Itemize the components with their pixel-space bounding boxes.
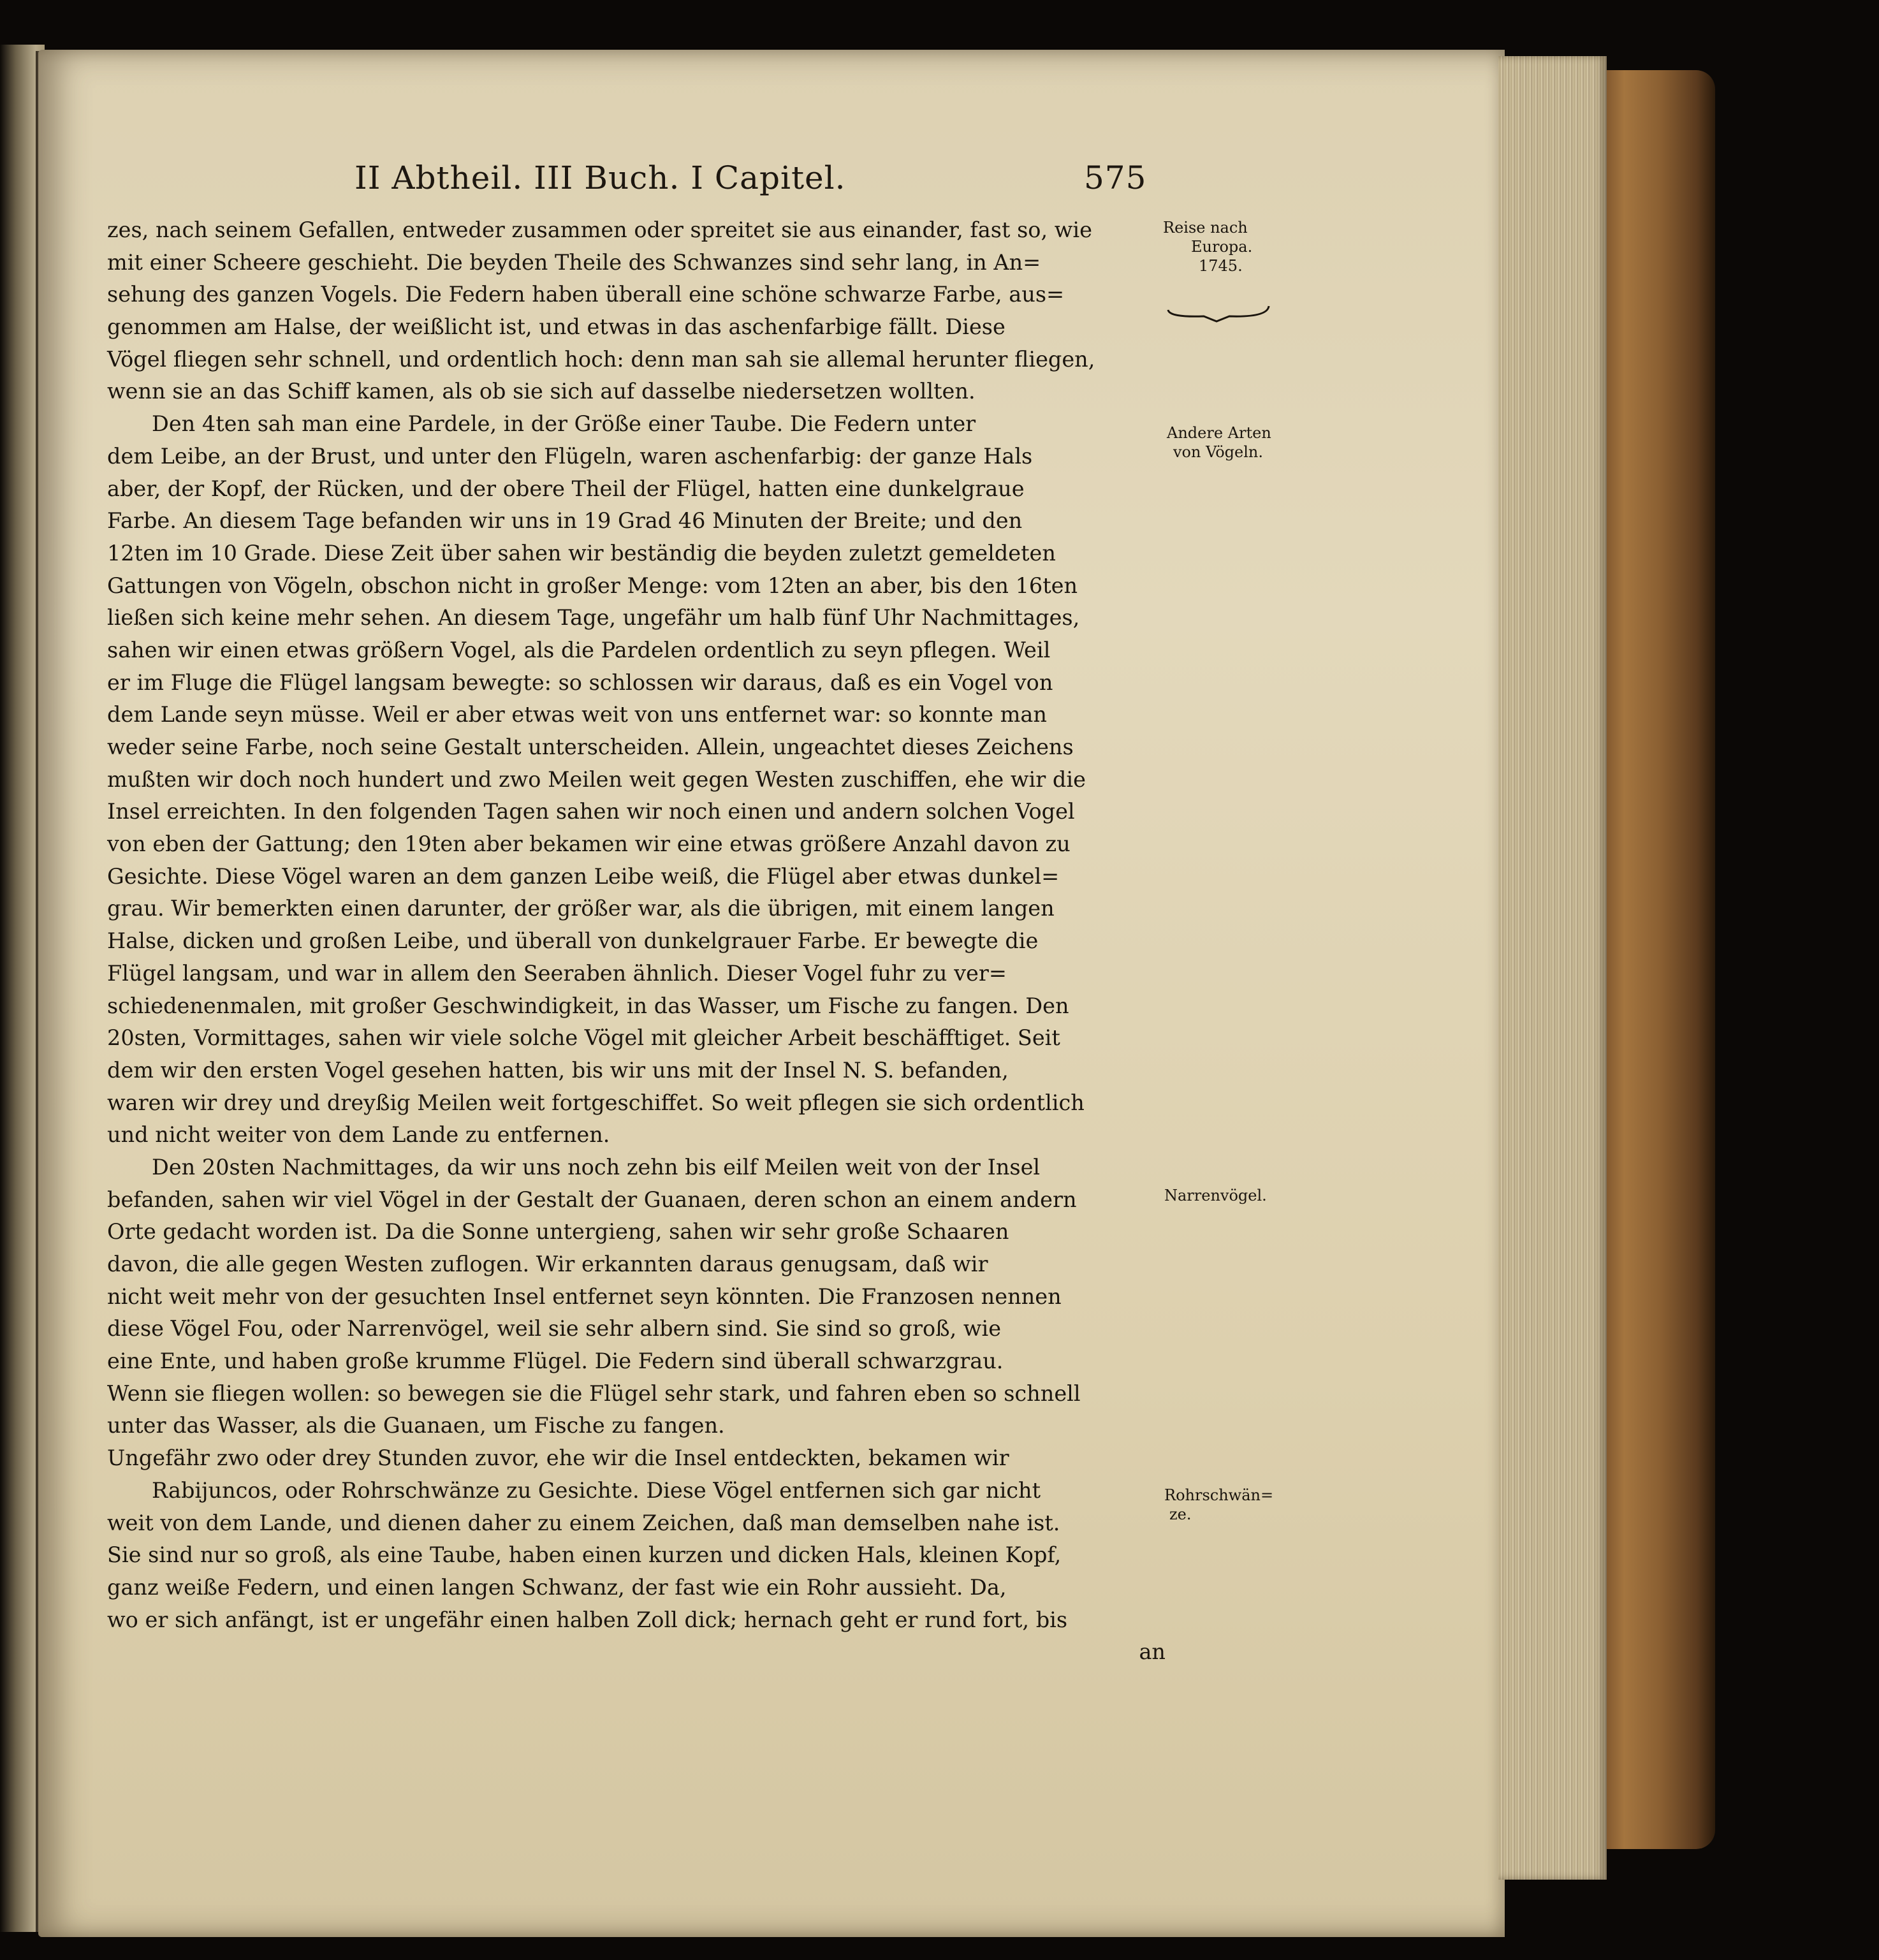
text-line: befanden, sahen wir viel Vögel in der Gestalt der Guanaen, deren schon an einem andern [107,1187,1077,1212]
page-header [0,159,1879,210]
text-line: Sie sind nur so groß, als eine Taube, haben einen kurzen und dicken Hals, kleinen Kopf, [107,1542,1062,1568]
text-line: Insel erreichten. In den folgenden Tagen sahen wir noch einen und andern solchen Vogel [107,799,1075,824]
margin-note-line: ze. [1169,1505,1192,1523]
margin-note-line: Reise nach [1163,219,1248,237]
text-line: 20sten, Vormittages, sahen wir viele solche Vögel mit gleicher Arbeit beschäfftiget. Seit [107,1025,1060,1051]
text-line: Halse, dicken und großen Leibe, und überall von dunkelgrauer Farbe. Er bewegte die [107,928,1039,954]
text-line: Gattungen von Vögeln, obschon nicht in großer Menge: vom 12ten an aber, bis den 16ten [107,573,1078,598]
text-line: Farbe. An diesem Tage befanden wir uns in 19 Grad 46 Minuten der Breite; und den [107,508,1023,534]
leather-binding [1594,70,1715,1849]
text-line: genommen am Halse, der weißlicht ist, und etwas in das aschenfarbige fällt. Diese [107,314,1005,340]
page-number: 575 [1084,159,1147,196]
text-line: Rabijuncos, oder Rohrschwänze zu Gesichte. Diese Vögel entfernen sich gar nicht [152,1477,1041,1503]
text-line: mit einer Scheere geschieht. Die beyden Theile des Schwanzes sind sehr lang, in An= [107,249,1041,275]
text-line: dem wir den ersten Vogel gesehen hatten, bis wir uns mit der Insel N. S. befanden, [107,1057,1009,1083]
text-line: sehung des ganzen Vogels. Die Federn haben überall eine schöne schwarze Farbe, aus= [107,282,1065,307]
margin-note-line: 1745. [1199,257,1243,275]
text-line: zes, nach seinem Gefallen, entweder zusammen oder spreitet sie aus einander, fast so, wie [107,217,1092,242]
margin-note-line: Narrenvögel. [1164,1187,1267,1204]
text-line: von eben der Gattung; den 19ten aber bekamen wir eine etwas größere Anzahl davon zu [107,831,1071,857]
text-line: weit von dem Lande, und dienen daher zu einem Zeichen, daß man demselben nahe ist. [107,1510,1060,1535]
margin-note-rohrschwaenze [1164,1486,1273,1524]
margin-note-reise [1163,218,1252,275]
text-line: unter das Wasser, als die Guanaen, um Fische zu fangen. [107,1413,725,1438]
text-line: Den 20sten Nachmittages, da wir uns noch zehn bis eilf Meilen weit von der Insel [152,1154,1041,1180]
text-line: aber, der Kopf, der Rücken, und der obere Theil der Flügel, hatten eine dunkelgraue [107,476,1025,501]
text-line: diese Vögel Fou, oder Narrenvögel, weil sie sehr albern sind. Sie sind so groß, wie [107,1316,1002,1342]
text-line: mußten wir doch noch hundert und zwo Meilen weit gegen Westen zuschiffen, ehe wir die [107,766,1086,792]
text-line: Wenn sie fliegen wollen: so bewegen sie die Flügel sehr stark, und fahren eben so schnell [107,1380,1081,1406]
margin-note-andere-arten [1167,423,1271,462]
text-line: eine Ente, und haben große krumme Flügel. Die Federn sind überall schwarzgrau. [107,1349,1004,1374]
margin-note-line: von Vögeln. [1173,443,1263,461]
text-line: Den 4ten sah man eine Pardele, in der Größe einer Taube. Die Federn unter [152,411,976,437]
text-line: nicht weit mehr von der gesuchten Insel entfernet seyn könnten. Die Franzosen nennen [107,1284,1062,1309]
text-line: Orte gedacht worden ist. Da die Sonne untergieng, sahen wir sehr große Schaaren [107,1219,1009,1245]
margin-note-narrenvoegel [1164,1186,1267,1205]
flourish-ornament [1166,300,1271,325]
margin-note-line: Andere Arten [1167,424,1271,442]
text-line: ließen sich keine mehr sehen. An diesem Tage, ungefähr um halb fünf Uhr Nachmittages, [107,605,1080,631]
text-line: wenn sie an das Schiff kamen, als ob sie sich auf dasselbe niedersetzen wollten. [107,379,976,404]
text-line: er im Fluge die Flügel langsam bewegte: so schlossen wir daraus, daß es ein Vogel von [107,669,1053,695]
text-line: sahen wir einen etwas größern Vogel, als die Pardelen ordentlich zu seyn pflegen. Weil [107,637,1051,662]
body-text [107,214,1166,1669]
text-line: und nicht weiter von dem Lande zu entfernen. [107,1122,610,1148]
text-line: schiedenenmalen, mit großer Geschwindigkeit, in das Wasser, um Fische zu fangen. Den [107,993,1069,1018]
margin-note-line: Europa. [1191,238,1253,256]
text-line: waren wir drey und dreyßig Meilen weit fortgeschiffet. So weit pflegen sie sich ordentlich [107,1090,1085,1115]
text-line: Vögel fliegen sehr schnell, und ordentlich hoch: denn man sah sie allemal herunter fliegen, [107,346,1095,372]
text-line: wo er sich anfängt, ist er ungefähr einen halben Zoll dick; hernach geht er rund fort, bis [107,1607,1068,1632]
text-line: Ungefähr zwo oder drey Stunden zuvor, ehe wir die Insel entdeckten, bekamen wir [107,1445,1009,1471]
text-line: grau. Wir bemerkten einen darunter, der größer war, als die übrigen, mit einem langen [107,896,1055,921]
text-line: ganz weiße Federn, und einen langen Schwanz, der fast wie ein Rohr aussieht. Da, [107,1574,1007,1600]
text-line: Flügel langsam, und war in allem den Seeraben ähnlich. Dieser Vogel fuhr zu ver= [107,960,1007,986]
text-line: dem Lande seyn müsse. Weil er aber etwas weit von uns entfernet war: so konnte man [107,702,1047,728]
running-head: II Abtheil. III Buch. I Capitel. [355,159,846,196]
text-line: dem Leibe, an der Brust, und unter den Flügeln, waren aschenfarbig: der ganze Hals [107,443,1033,469]
text-line: weder seine Farbe, noch seine Gestalt unterscheiden. Allein, ungeachtet dieses Zeichens [107,735,1074,759]
text-line: Gesichte. Diese Vögel waren an dem ganzen Leibe weiß, die Flügel aber etwas dunkel= [107,863,1060,889]
text-line: davon, die alle gegen Westen zuflogen. Wir erkannten daraus genugsam, daß wir [107,1252,988,1276]
page-block-edges [1498,56,1607,1880]
text-line: 12ten im 10 Grade. Diese Zeit über sahen wir beständig die beyden zuletzt gemeldeten [107,540,1056,566]
text-line: an [1139,1639,1166,1665]
margin-note-line: Rohrschwän= [1164,1486,1274,1504]
